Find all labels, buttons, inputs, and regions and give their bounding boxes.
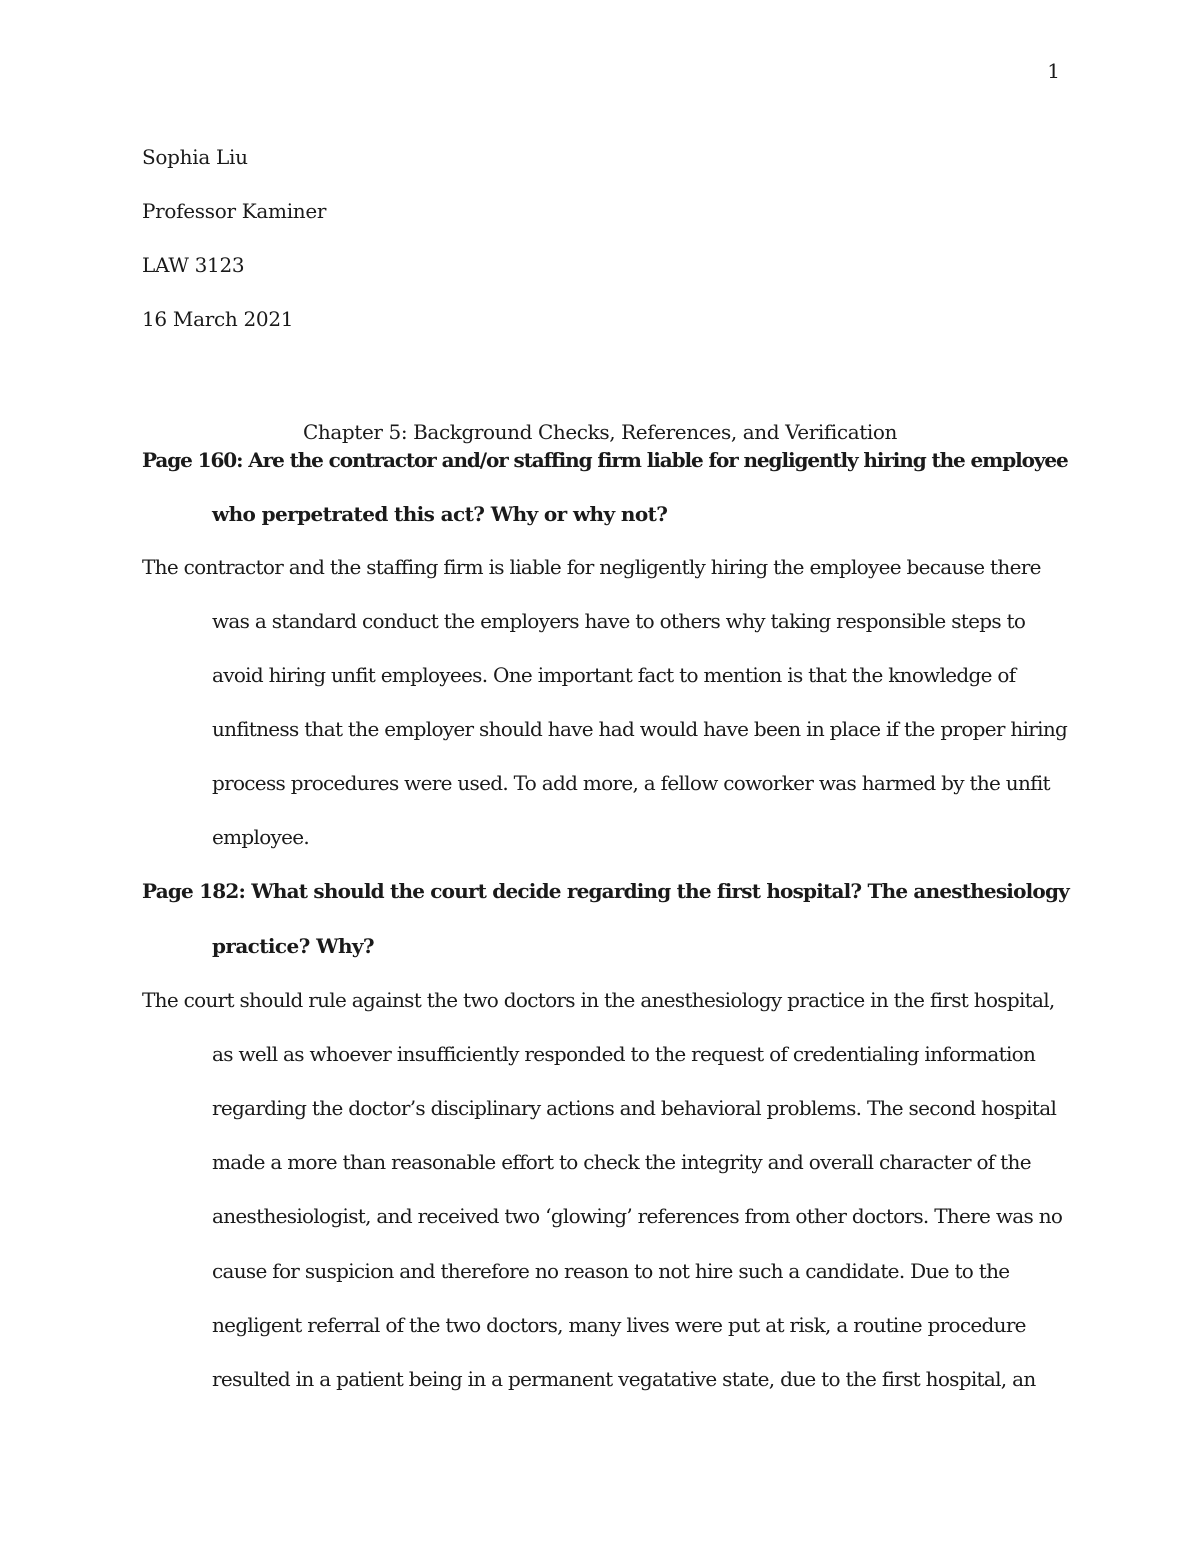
answer-1-line-4: unfitness that the employer should have had would have been in place if the proper hiring	[212, 717, 1068, 741]
page-number: 1	[1047, 59, 1060, 83]
answer-2-line-4: made a more than reasonable effort to check the integrity and overall character of the	[212, 1150, 1031, 1174]
question-1-line-2: who perpetrated this act? Why or why not?	[212, 502, 668, 526]
answer-2-line-8: resulted in a patient being in a permanent vegatative state, due to the first hospital, an	[212, 1367, 1036, 1391]
answer-2-line-7: negligent referral of the two doctors, many lives were put at risk, a routine procedure	[212, 1313, 1026, 1337]
question-1-line-1: Page 160: Are the contractor and/or staffing firm liable for negligently hiring the employee	[142, 448, 1068, 472]
course-code: LAW 3123	[142, 253, 245, 277]
answer-1-line-3: avoid hiring unfit employees. One important fact to mention is that the knowledge of	[212, 663, 1016, 687]
answer-1-line-2: was a standard conduct the employers have to others why taking responsible steps to	[212, 609, 1026, 633]
answer-1-line-5: process procedures were used. To add more, a fellow coworker was harmed by the unfit	[212, 771, 1050, 795]
answer-1-line-1: The contractor and the staffing firm is liable for negligently hiring the employee because there	[142, 555, 1041, 579]
answer-1-line-6: employee.	[212, 825, 310, 849]
answer-2-line-5: anesthesiologist, and received two ‘glowing’ references from other doctors. There was no	[212, 1204, 1063, 1228]
document-date: 16 March 2021	[142, 307, 294, 331]
answer-2-line-1: The court should rule against the two doctors in the anesthesiology practice in the first hospital,	[142, 988, 1055, 1012]
chapter-title: Chapter 5: Background Checks, References, and Verification	[303, 420, 897, 444]
question-2-line-1: Page 182: What should the court decide regarding the first hospital? The anesthesiology	[142, 879, 1069, 903]
answer-2-line-3: regarding the doctor’s disciplinary actions and behavioral problems. The second hospital	[212, 1096, 1057, 1120]
answer-2-line-6: cause for suspicion and therefore no reason to not hire such a candidate. Due to the	[212, 1259, 1010, 1283]
author-name: Sophia Liu	[142, 145, 248, 169]
professor-name: Professor Kaminer	[142, 199, 327, 223]
question-2-line-2: practice? Why?	[212, 934, 375, 958]
answer-2-line-2: as well as whoever insufficiently responded to the request of credentialing information	[212, 1042, 1036, 1066]
